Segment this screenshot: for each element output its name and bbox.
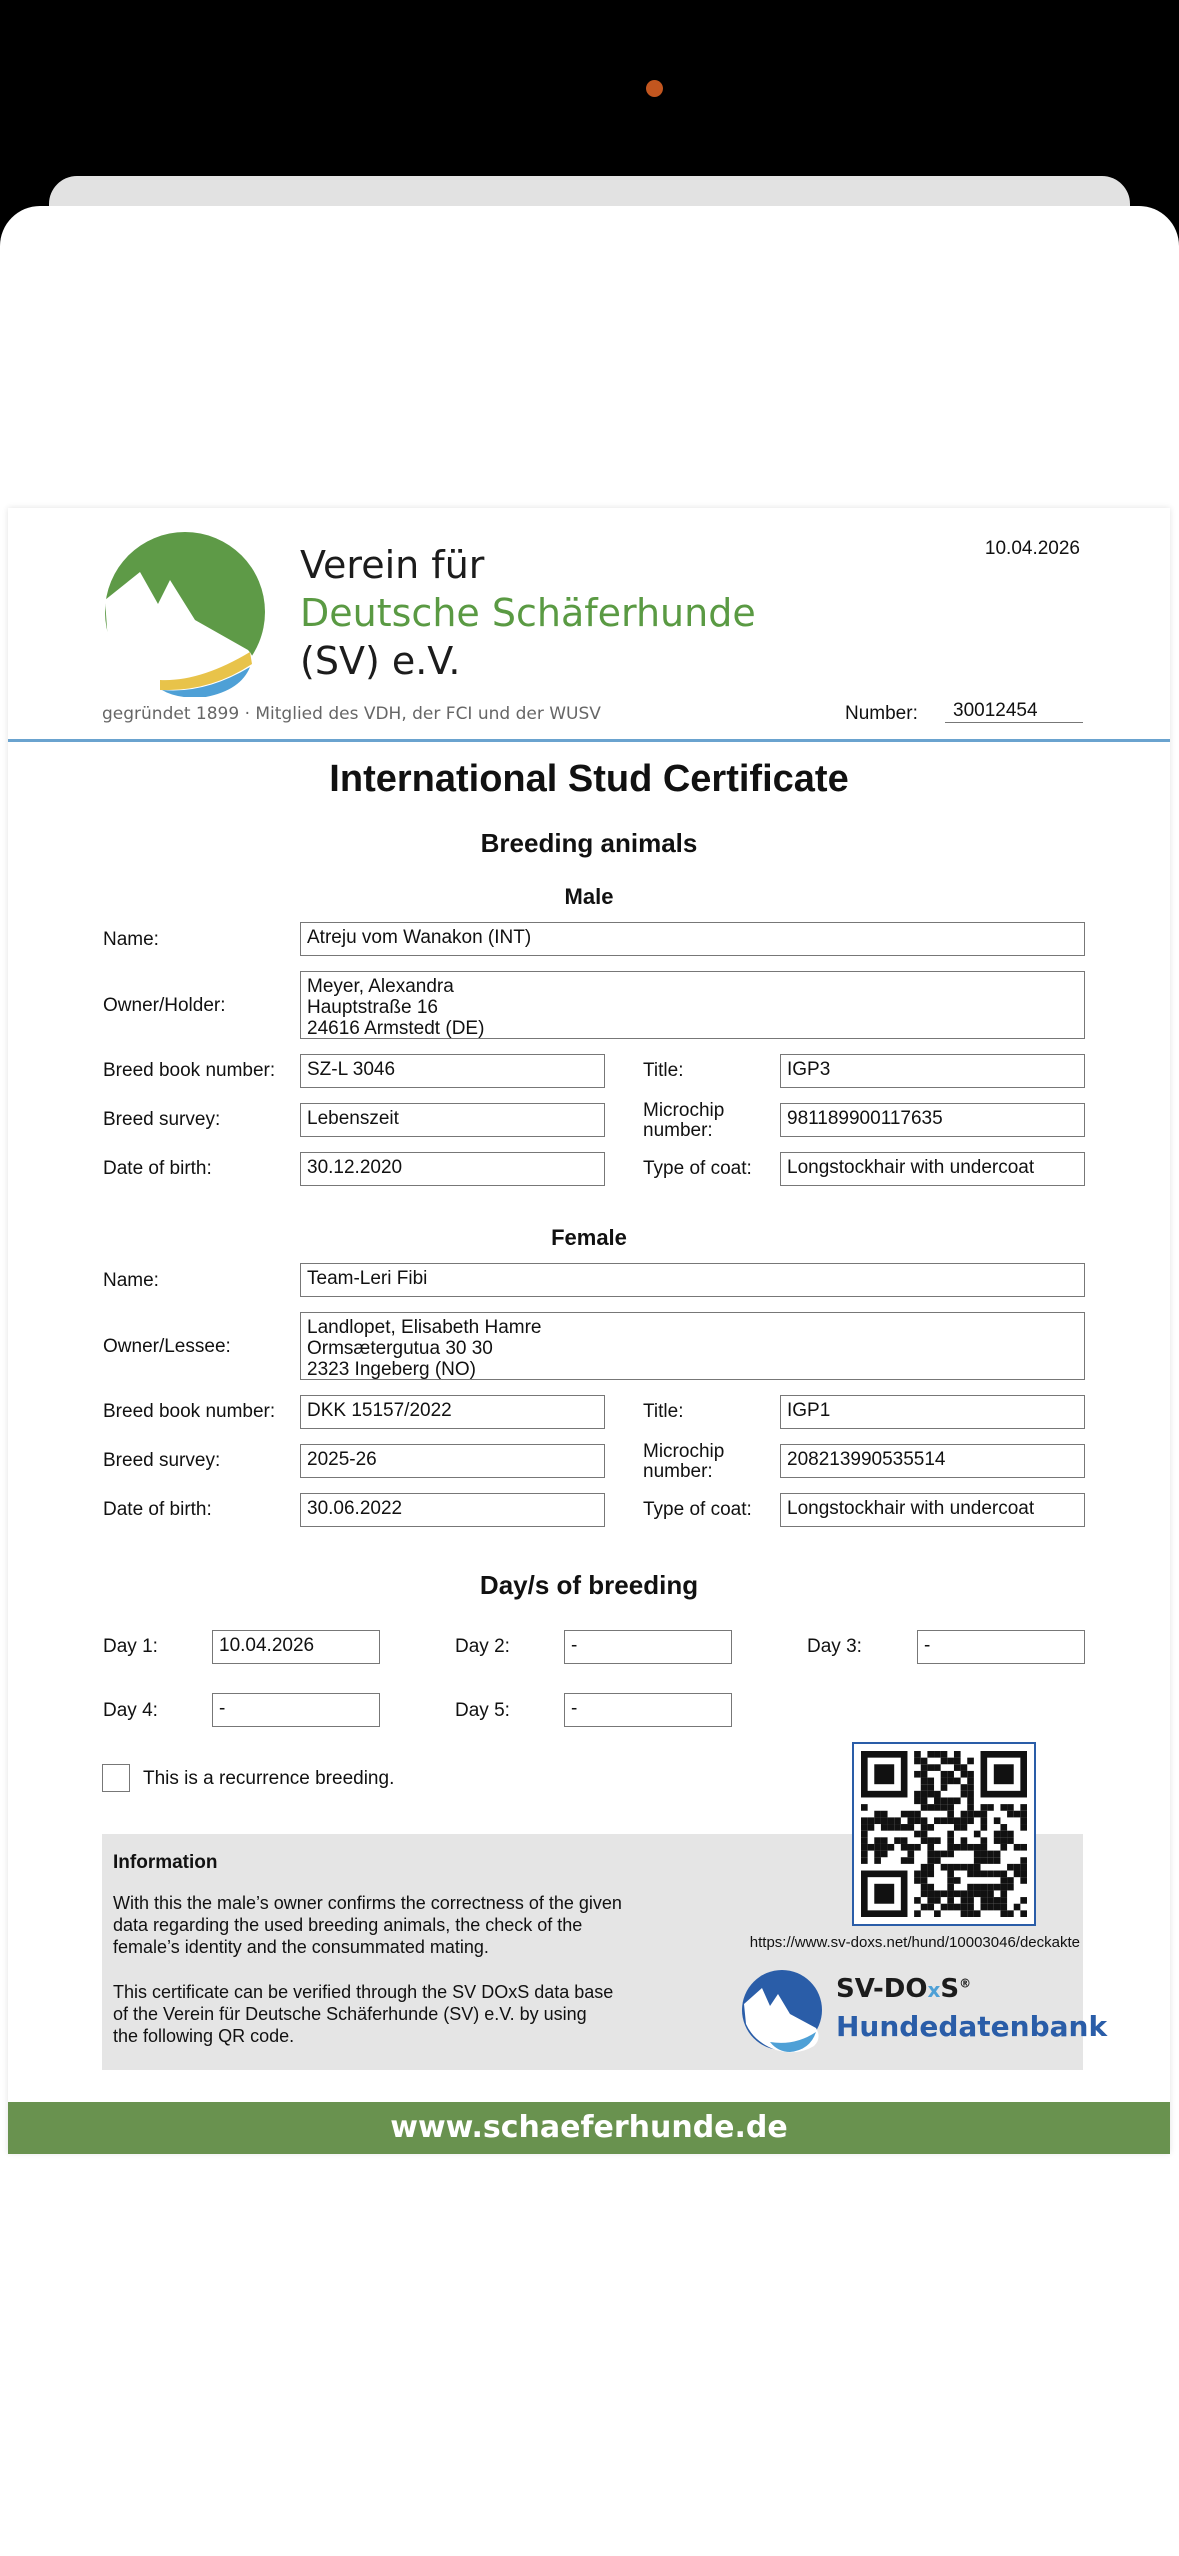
female-owner-line2: Ormsætergutua 30 30 xyxy=(307,1338,493,1359)
female-survey-field: 2025-26 xyxy=(300,1444,605,1478)
day4-field: - xyxy=(212,1693,380,1727)
qr-code-frame xyxy=(852,1742,1036,1926)
day3-label: Day 3: xyxy=(807,1636,862,1657)
number-field: 30012454 xyxy=(945,700,1083,723)
male-microchip-label-line2: number: xyxy=(643,1120,713,1141)
day5-label: Day 5: xyxy=(455,1700,510,1721)
camera-indicator-dot xyxy=(646,80,663,97)
female-microchip-field: 208213990535514 xyxy=(780,1444,1085,1478)
breeding-days-heading: Day/s of breeding xyxy=(479,1570,699,1600)
info-p2-line1: This certificate can be verified through the SV DOxS data base xyxy=(113,1982,614,2002)
org-name-line1: Verein für xyxy=(300,543,485,587)
recurrence-checkbox xyxy=(102,1764,130,1792)
number-label: Number: xyxy=(845,703,918,724)
female-microchip-label xyxy=(643,1442,724,1482)
female-heading: Female xyxy=(551,1225,627,1250)
male-breed-book-field: SZ-L 3046 xyxy=(300,1054,605,1088)
male-coat-label: Type of coat: xyxy=(643,1158,752,1179)
female-title-label: Title: xyxy=(643,1401,684,1422)
information-heading: Information xyxy=(113,1852,218,1873)
male-owner-label: Owner/Holder: xyxy=(103,995,226,1016)
female-owner-line3: 2323 Ingeberg (NO) xyxy=(307,1359,476,1380)
male-name-label: Name: xyxy=(103,929,159,950)
female-owner-field xyxy=(300,1312,1085,1380)
sv-doxs-logo-icon xyxy=(740,1968,826,2054)
male-title-field: IGP3 xyxy=(780,1054,1085,1088)
male-dob-field: 30.12.2020 xyxy=(300,1152,605,1186)
footer-website: www.schaeferhunde.de xyxy=(8,2102,1170,2154)
sv-doxs-title xyxy=(836,1974,971,2004)
doxs-name-b: S xyxy=(940,1974,960,2004)
female-coat-label: Type of coat: xyxy=(643,1499,752,1520)
female-microchip-label-line2: number: xyxy=(643,1461,713,1482)
org-name-line2: Deutsche Schäferhunde xyxy=(300,591,756,635)
info-p2-line3: the following QR code. xyxy=(113,2026,295,2046)
doxs-reg: ® xyxy=(959,1976,972,1991)
male-owner-line3: 24616 Armstedt (DE) xyxy=(307,1018,485,1039)
male-coat-field: Longstockhair with undercoat xyxy=(780,1152,1085,1186)
information-paragraph-1 xyxy=(113,1892,622,1958)
day1-label: Day 1: xyxy=(103,1636,158,1657)
male-owner-line2: Hauptstraße 16 xyxy=(307,997,438,1018)
male-survey-label: Breed survey: xyxy=(103,1109,221,1130)
header-rule xyxy=(8,739,1170,742)
male-microchip-field: 981189900117635 xyxy=(780,1103,1085,1137)
male-owner-field xyxy=(300,971,1085,1039)
qr-url: https://www.sv-doxs.net/hund/10003046/deckakte xyxy=(749,1934,1080,1951)
org-founded-text: gegründet 1899 · Mitglied des VDH, der FCI und der WUSV xyxy=(102,704,601,724)
day2-label: Day 2: xyxy=(455,1636,510,1657)
male-heading: Male xyxy=(564,884,614,909)
day5-field: - xyxy=(564,1693,732,1727)
female-name-field: Team-Leri Fibi xyxy=(300,1263,1085,1297)
org-name-line3: (SV) e.V. xyxy=(300,639,461,683)
female-name-label: Name: xyxy=(103,1270,159,1291)
male-name-field: Atreju vom Wanakon (INT) xyxy=(300,922,1085,956)
day4-label: Day 4: xyxy=(103,1700,158,1721)
breeding-animals-heading: Breeding animals xyxy=(480,828,698,858)
document-date: 10.04.2026 xyxy=(984,538,1080,559)
recurrence-label: This is a recurrence breeding. xyxy=(143,1768,395,1789)
female-dob-label: Date of birth: xyxy=(103,1499,212,1520)
female-coat-field: Longstockhair with undercoat xyxy=(780,1493,1085,1527)
qr-code-icon xyxy=(861,1751,1027,1917)
info-p1-line2: data regarding the used breeding animals, the check of the xyxy=(113,1915,583,1935)
male-survey-field: Lebenszeit xyxy=(300,1103,605,1137)
info-p1-line3: female’s identity and the consummated mating. xyxy=(113,1937,489,1957)
day2-field: - xyxy=(564,1630,732,1664)
day1-field: 10.04.2026 xyxy=(212,1630,380,1664)
female-breed-book-field: DKK 15157/2022 xyxy=(300,1395,605,1429)
female-microchip-label-line1: Microchip xyxy=(643,1441,725,1462)
female-breed-book-label: Breed book number: xyxy=(103,1401,276,1422)
day3-field: - xyxy=(917,1630,1085,1664)
information-paragraph-2 xyxy=(113,1981,613,2047)
sv-dog-logo-icon xyxy=(100,532,270,697)
female-survey-label: Breed survey: xyxy=(103,1450,221,1471)
male-microchip-label-line1: Microchip xyxy=(643,1100,725,1121)
doxs-name-x: x xyxy=(927,1978,941,2002)
sv-doxs-subtitle: Hundedatenbank xyxy=(836,2010,1108,2043)
female-owner-line1: Landlopet, Elisabeth Hamre xyxy=(307,1317,542,1338)
info-p2-line2: of the Verein für Deutsche Schäferhunde (SV) e.V. by using xyxy=(113,2004,587,2024)
male-dob-label: Date of birth: xyxy=(103,1158,212,1179)
female-owner-label: Owner/Lessee: xyxy=(103,1336,231,1357)
male-owner-line1: Meyer, Alexandra xyxy=(307,976,454,997)
female-title-field: IGP1 xyxy=(780,1395,1085,1429)
doxs-name-a: SV-DO xyxy=(836,1974,928,2004)
info-p1-line1: With this the male’s owner confirms the correctness of the given xyxy=(113,1893,622,1913)
certificate-title: International Stud Certificate xyxy=(329,758,849,800)
male-breed-book-label: Breed book number: xyxy=(103,1060,276,1081)
female-dob-field: 30.06.2022 xyxy=(300,1493,605,1527)
male-title-label: Title: xyxy=(643,1060,684,1081)
male-microchip-label xyxy=(643,1101,724,1141)
